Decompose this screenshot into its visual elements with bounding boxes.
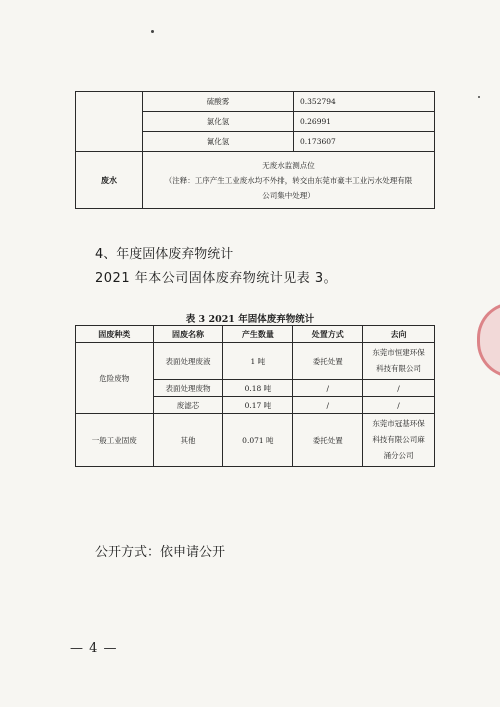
scan-speck bbox=[151, 30, 154, 33]
waste-name: 表面处理废液 bbox=[153, 343, 223, 380]
waste-quantity: 0.18 吨 bbox=[223, 380, 293, 397]
pollutant-name: 硫酸雾 bbox=[143, 92, 294, 112]
table-caption: 表 3 2021 年固体废弃物统计 bbox=[185, 314, 315, 325]
destination-line: 东莞市恒建环保 bbox=[372, 348, 425, 357]
waste-quantity: 1 吨 bbox=[223, 343, 293, 380]
pollutant-value: 0.352794 bbox=[294, 92, 435, 112]
disposal-method: / bbox=[293, 397, 363, 414]
emission-category-cell bbox=[76, 92, 143, 152]
column-header: 产生数量 bbox=[223, 326, 293, 343]
disposal-method: 委托处置 bbox=[293, 343, 363, 380]
table-row bbox=[76, 152, 435, 209]
destination-line: 科技有限公司 bbox=[376, 364, 422, 373]
waste-category: 一般工业固废 bbox=[76, 414, 154, 467]
column-header: 处置方式 bbox=[293, 326, 363, 343]
table-row bbox=[76, 92, 435, 112]
table-row bbox=[76, 343, 435, 380]
column-header: 固废种类 bbox=[76, 326, 154, 343]
waste-name: 其他 bbox=[153, 414, 223, 467]
section-heading: 4、年度固体废弃物统计 bbox=[95, 247, 234, 262]
wastewater-note-line: 公司集中处理） bbox=[262, 190, 315, 200]
pollutant-value: 0.173607 bbox=[294, 132, 435, 152]
emission-table bbox=[75, 91, 435, 209]
destination-line: 涌分公司 bbox=[383, 451, 414, 460]
solid-waste-table bbox=[75, 325, 435, 467]
wastewater-note bbox=[143, 152, 435, 209]
table-header-row bbox=[76, 326, 435, 343]
page-number: — 4 — bbox=[70, 641, 118, 656]
scan-speck bbox=[478, 96, 480, 98]
disposal-method: / bbox=[293, 380, 363, 397]
wastewater-note-line: （注释：工序产生工业废水均不外排，转交由东莞市豪丰工业污水处理有限 bbox=[164, 175, 413, 185]
waste-destination: / bbox=[363, 380, 435, 397]
disclosure-method: 公开方式：依申请公开 bbox=[95, 545, 226, 560]
waste-name: 表面处理废物 bbox=[153, 380, 223, 397]
destination-line: 科技有限公司麻 bbox=[372, 435, 425, 444]
table-row bbox=[76, 414, 435, 467]
waste-destination: / bbox=[363, 397, 435, 414]
column-header: 固废名称 bbox=[153, 326, 223, 343]
pollutant-name: 氯化氢 bbox=[143, 112, 294, 132]
section-intro: 2021 年本公司固体废弃物统计见表 3。 bbox=[95, 271, 338, 286]
pollutant-value: 0.26991 bbox=[294, 112, 435, 132]
wastewater-category: 废水 bbox=[76, 152, 143, 209]
column-header: 去向 bbox=[363, 326, 435, 343]
destination-line: 东莞市冠基环保 bbox=[372, 419, 425, 428]
waste-destination bbox=[363, 343, 435, 380]
disposal-method: 委托处置 bbox=[293, 414, 363, 467]
pollutant-name: 氰化氢 bbox=[143, 132, 294, 152]
waste-destination bbox=[363, 414, 435, 467]
waste-quantity: 0.17 吨 bbox=[223, 397, 293, 414]
waste-quantity: 0.071 吨 bbox=[223, 414, 293, 467]
wastewater-note-line: 无废水监测点位 bbox=[262, 160, 315, 170]
waste-category: 危险废物 bbox=[76, 343, 154, 414]
waste-name: 废滤芯 bbox=[153, 397, 223, 414]
